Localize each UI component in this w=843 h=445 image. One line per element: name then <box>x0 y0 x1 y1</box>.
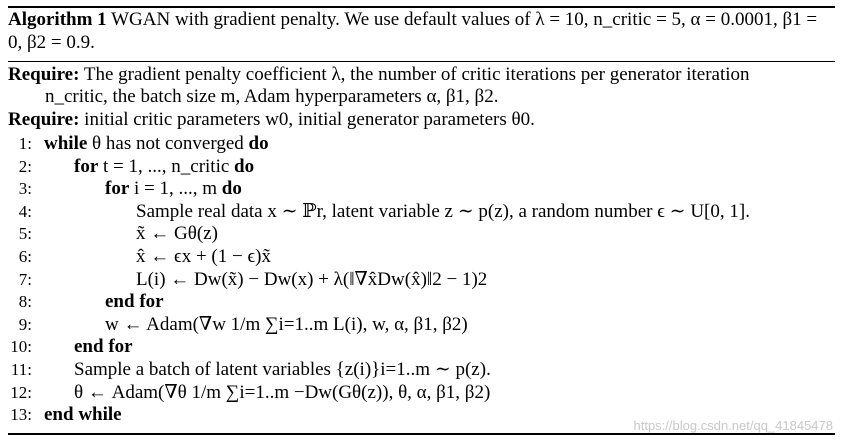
algorithm-line <box>0 291 843 314</box>
line-number: 9: <box>18 314 32 334</box>
caption-divider <box>8 61 835 62</box>
algorithm-body <box>0 133 843 427</box>
line-code: Sample a batch of latent variables {z(i)}i=1..m ∼ p(z). <box>74 358 491 380</box>
require-keyword: Require: <box>8 109 80 130</box>
line-number: 5: <box>18 224 32 244</box>
line-number: 6: <box>18 246 32 266</box>
line-code: for i = 1, ..., m do <box>105 178 242 200</box>
line-number: 1: <box>18 134 32 153</box>
caption-text: WGAN with gradient penalty. We use default values of λ = 10, n_critic = 5, α = 0.0001, β1 = 0, β2 = 0.9. <box>8 9 818 53</box>
algorithm-line <box>0 382 843 405</box>
line-code: for t = 1, ..., n_critic do <box>74 155 255 177</box>
line-code: Sample real data x ∼ ℙr, latent variable z ∼ p(z), a random number ϵ ∼ U[0, 1]. <box>136 200 750 222</box>
line-number: 3: <box>18 179 32 199</box>
algorithm-line <box>0 359 843 382</box>
line-number: 11: <box>10 359 32 379</box>
line-number: 13: <box>10 405 32 425</box>
line-number: 2: <box>18 156 32 176</box>
algorithm-line <box>0 246 843 269</box>
require-keyword: Require: <box>8 64 80 85</box>
algorithm-label: Algorithm 1 <box>8 9 107 30</box>
watermark: https://blog.csdn.net/qq_41845478 <box>633 418 833 433</box>
line-number: 10: <box>10 337 32 357</box>
bottom-rule <box>8 433 835 435</box>
line-code: end for <box>74 336 133 358</box>
line-code: w ← Adam(∇w 1/m ∑i=1..m L(i), w, α, β1, β2) <box>105 313 468 335</box>
algorithm-line <box>0 201 843 224</box>
require-continuation: n_critic, the batch size m, Adam hyperparameters α, β1, β2. <box>45 86 499 107</box>
algorithm-line <box>0 223 843 246</box>
line-code: x̃ ← Gθ(z) <box>136 223 218 245</box>
require-text: initial critic parameters w0, initial generator parameters θ0. <box>84 109 535 130</box>
algorithm-line <box>0 178 843 201</box>
algorithm-line <box>0 156 843 179</box>
algorithm-line <box>0 269 843 292</box>
require-inputs <box>8 64 833 108</box>
require-text: The gradient penalty coefficient λ, the number of critic iterations per generator iteration <box>83 64 750 85</box>
algorithm-line <box>0 133 843 156</box>
algorithm-caption <box>8 8 830 54</box>
line-code: L(i) ← Dw(x̃) − Dw(x) + λ(‖∇x̂Dw(x̂)‖2 − 1)2 <box>136 268 488 290</box>
line-code: end while <box>44 404 122 426</box>
line-code: while θ has not converged do <box>44 133 269 154</box>
line-number: 8: <box>18 292 32 312</box>
line-number: 4: <box>18 201 32 221</box>
algorithm-line <box>0 336 843 359</box>
line-code: θ ← Adam(∇θ 1/m ∑i=1..m −Dw(Gθ(z)), θ, α, β1, β2) <box>74 381 491 403</box>
line-code: x̂ ← ϵx + (1 − ϵ)x̃ <box>136 245 271 267</box>
require-initial-params <box>8 109 833 131</box>
line-number: 12: <box>10 382 32 402</box>
line-code: end for <box>105 291 164 313</box>
line-number: 7: <box>18 269 32 289</box>
algorithm-line <box>0 314 843 337</box>
